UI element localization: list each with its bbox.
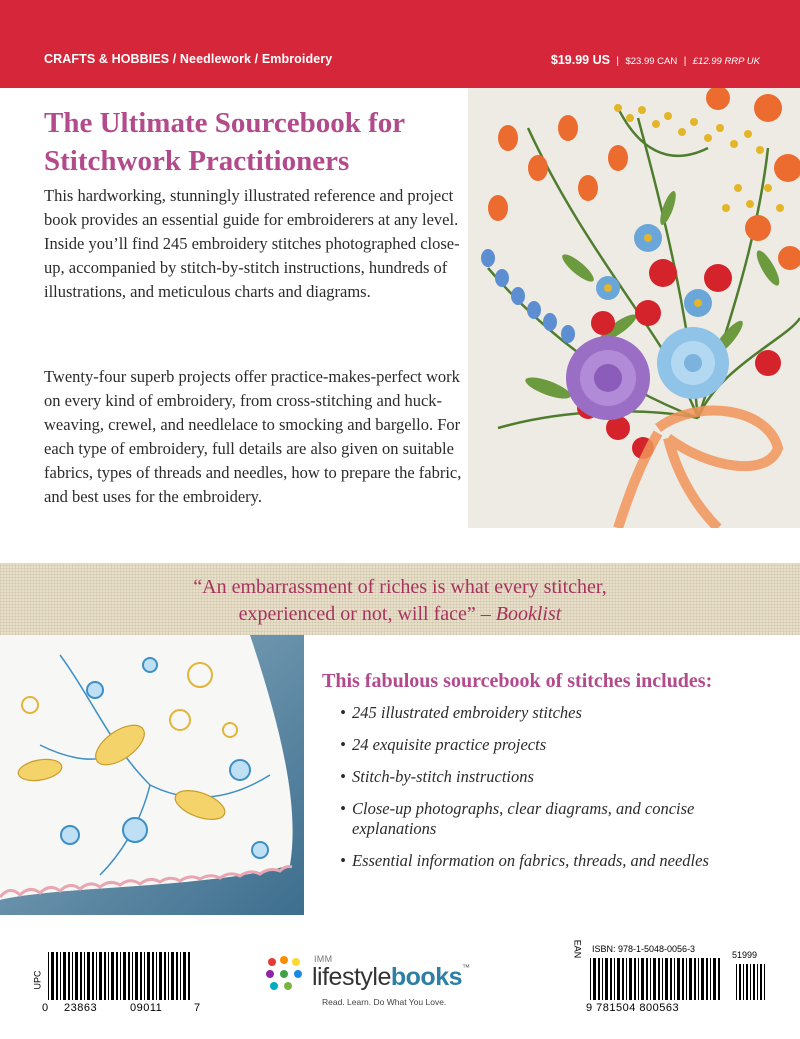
barcode-bar — [80, 952, 82, 1000]
barcode-bar — [622, 958, 624, 1000]
barcode-bar — [168, 952, 169, 1000]
price-addon-digits: 51999 — [732, 950, 758, 960]
barcode-bar — [641, 958, 644, 1000]
list-item — [340, 799, 760, 839]
barcode-bar — [646, 958, 648, 1000]
barcode-bar — [84, 952, 85, 1000]
barcode-bar — [658, 958, 660, 1000]
headline-line-1: The Ultimate Sourcebook for — [44, 107, 406, 139]
logo-wordmark — [312, 963, 470, 992]
addon-bar — [743, 964, 744, 1000]
barcode-bar — [610, 958, 612, 1000]
barcode-bar — [665, 958, 668, 1000]
barcode-bar — [63, 952, 66, 1000]
ean-label: EAN — [572, 939, 583, 959]
barcode-bar — [670, 958, 672, 1000]
barcode-bar — [188, 952, 190, 1000]
barcode-bar — [706, 958, 708, 1000]
logo-books: books — [390, 963, 462, 991]
barcode-bar — [662, 958, 663, 1000]
barcode-bar — [634, 958, 636, 1000]
addon-bar — [736, 964, 737, 1000]
barcode-bar — [75, 952, 78, 1000]
barcode-bar — [96, 952, 97, 1000]
headline — [44, 104, 464, 180]
barcode-bar — [602, 958, 603, 1000]
price-can: $23.99 CAN — [625, 56, 678, 67]
logo-dots-icon — [264, 954, 308, 994]
barcode-bar — [56, 952, 58, 1000]
ean-digits: 9 781504 800563 — [586, 1002, 680, 1014]
barcode-bar — [598, 958, 600, 1000]
barcode-bar — [653, 958, 656, 1000]
description-paragraph-1: This hardworking, stunningly illustrated reference and project book provides an essential guide for embroiderers at any level. Inside you’ll find 245 embroidery stitches photographed close-up, accompanied by stitch-by-stitch instructions, hundreds of illustrations, and meticulous charts and diagrams. — [44, 186, 460, 301]
barcode-bar — [159, 952, 162, 1000]
barcode-bar — [135, 952, 138, 1000]
list-item — [340, 851, 760, 871]
barcode-bar — [682, 958, 684, 1000]
barcode-bar — [120, 952, 121, 1000]
barcode-bar — [718, 958, 720, 1000]
barcode-bar — [689, 958, 692, 1000]
top-band — [0, 0, 800, 88]
barcode-bar — [183, 952, 186, 1000]
quote-line-2 — [0, 601, 800, 628]
bullet: • — [340, 767, 346, 786]
barcode-bar — [72, 952, 73, 1000]
price-separator: | — [616, 56, 620, 67]
headline-line-2: Stitchwork Practitioners — [44, 145, 350, 177]
includes-title: This fabulous sourcebook of stitches includes: — [322, 670, 713, 692]
barcode-bar — [626, 958, 627, 1000]
addon-bar — [760, 964, 762, 1000]
logo-tagline: Read. Learn. Do What You Love. — [322, 997, 447, 1007]
bullet: • — [340, 735, 346, 754]
barcode-bar — [617, 958, 620, 1000]
quote-line-1: “An embarrassment of riches is what every stitcher, — [193, 576, 607, 598]
includes-list — [340, 703, 760, 883]
barcode-bar — [132, 952, 133, 1000]
embroidered-pillow-photo — [0, 635, 304, 915]
barcode-bar — [104, 952, 106, 1000]
addon-bar — [764, 964, 765, 1000]
logo-imm: IMM — [314, 954, 333, 964]
barcode-bar — [674, 958, 675, 1000]
upc-digit-trail: 7 — [194, 1002, 201, 1014]
barcode-bar — [593, 958, 596, 1000]
barcode-bar — [176, 952, 178, 1000]
barcode-bar — [605, 958, 608, 1000]
quote-source: Booklist — [495, 603, 562, 625]
list-item-text: 245 illustrated embroidery stitches — [352, 703, 582, 722]
barcode-bar — [60, 952, 61, 1000]
price-uk: £12.99 RRP UK — [692, 56, 760, 67]
category-path: CRAFTS & HOBBIES / Needlework / Embroidery — [44, 52, 333, 66]
barcode-bar — [590, 958, 591, 1000]
list-item-text: Close-up photographs, clear diagrams, and concise explanations — [352, 799, 695, 838]
barcode-bar — [629, 958, 632, 1000]
barcode-bar — [694, 958, 696, 1000]
addon-bar — [757, 964, 758, 1000]
addon-bar — [750, 964, 751, 1000]
logo-lifestyle: lifestyle — [312, 963, 391, 991]
ean-bars — [586, 958, 768, 1002]
barcode-bar — [147, 952, 150, 1000]
barcode-bar — [710, 958, 711, 1000]
description-paragraph-2: Twenty-four superb projects offer practice-makes-perfect work on every kind of embroidery, from cross-stitching and huck-weaving, crewel, and needlelace to smocking and bargello. For each type of embroidery, full details are also given on suitable fabrics, types of threads and needles, how to prepare the fabric, and best uses for the embroidery. — [44, 367, 462, 506]
price-us: $19.99 US — [550, 53, 610, 67]
price-line — [551, 51, 760, 69]
barcode-bar — [156, 952, 157, 1000]
barcode-bar — [614, 958, 615, 1000]
barcode-bar — [701, 958, 704, 1000]
review-quote — [0, 574, 800, 628]
isbn-text: ISBN: 978-1-5048-0056-3 — [592, 944, 696, 954]
addon-bar — [739, 964, 741, 1000]
publisher-logo — [264, 950, 524, 1014]
barcode-bar — [123, 952, 126, 1000]
barcode-bar — [51, 952, 54, 1000]
barcode-bar — [171, 952, 174, 1000]
price-separator: | — [683, 56, 687, 67]
upc-digits-right: 09011 — [130, 1002, 163, 1014]
barcode-bar — [68, 952, 70, 1000]
list-item-text: Stitch-by-stitch instructions — [352, 767, 534, 786]
ean-barcode — [586, 958, 768, 1014]
list-item — [340, 735, 760, 755]
bullet: • — [340, 703, 346, 722]
barcode-bar — [140, 952, 142, 1000]
barcode-bar — [713, 958, 716, 1000]
ribbon-embroidery-illustration — [468, 88, 800, 528]
barcode-bar — [686, 958, 687, 1000]
upc-label: UPC — [32, 970, 43, 990]
barcode-bar — [180, 952, 181, 1000]
list-item-text: 24 exquisite practice projects — [352, 735, 547, 754]
ribbon-embroidery-photo — [468, 88, 800, 528]
barcode-bar — [144, 952, 145, 1000]
barcode-bar — [677, 958, 680, 1000]
logo-trademark: ™ — [462, 963, 470, 972]
barcode-bar — [152, 952, 154, 1000]
barcode-bar — [87, 952, 90, 1000]
addon-bar — [746, 964, 748, 1000]
barcode-bar — [638, 958, 639, 1000]
barcode-bar — [48, 952, 49, 1000]
barcode-bar — [108, 952, 109, 1000]
upc-bars — [44, 952, 200, 1002]
bullet: • — [340, 799, 346, 818]
upc-digits-left: 23863 — [64, 1002, 98, 1014]
list-item — [340, 703, 760, 723]
barcode-bar — [164, 952, 166, 1000]
upc-digit-lead: 0 — [42, 1002, 49, 1014]
barcode-bar — [650, 958, 651, 1000]
pillow-illustration — [0, 635, 304, 915]
list-item-text: Essential information on fabrics, threads, and needles — [352, 851, 709, 870]
barcode-bar — [92, 952, 94, 1000]
barcode-bar — [128, 952, 130, 1000]
quote-line-2-text: experienced or not, will face” – — [238, 603, 496, 625]
upc-barcode — [44, 952, 200, 1014]
list-item — [340, 767, 760, 787]
bullet: • — [340, 851, 346, 870]
barcode-bar — [116, 952, 118, 1000]
barcode-bar — [111, 952, 114, 1000]
barcode-bar — [99, 952, 102, 1000]
addon-bar — [753, 964, 755, 1000]
barcode-bar — [698, 958, 699, 1000]
